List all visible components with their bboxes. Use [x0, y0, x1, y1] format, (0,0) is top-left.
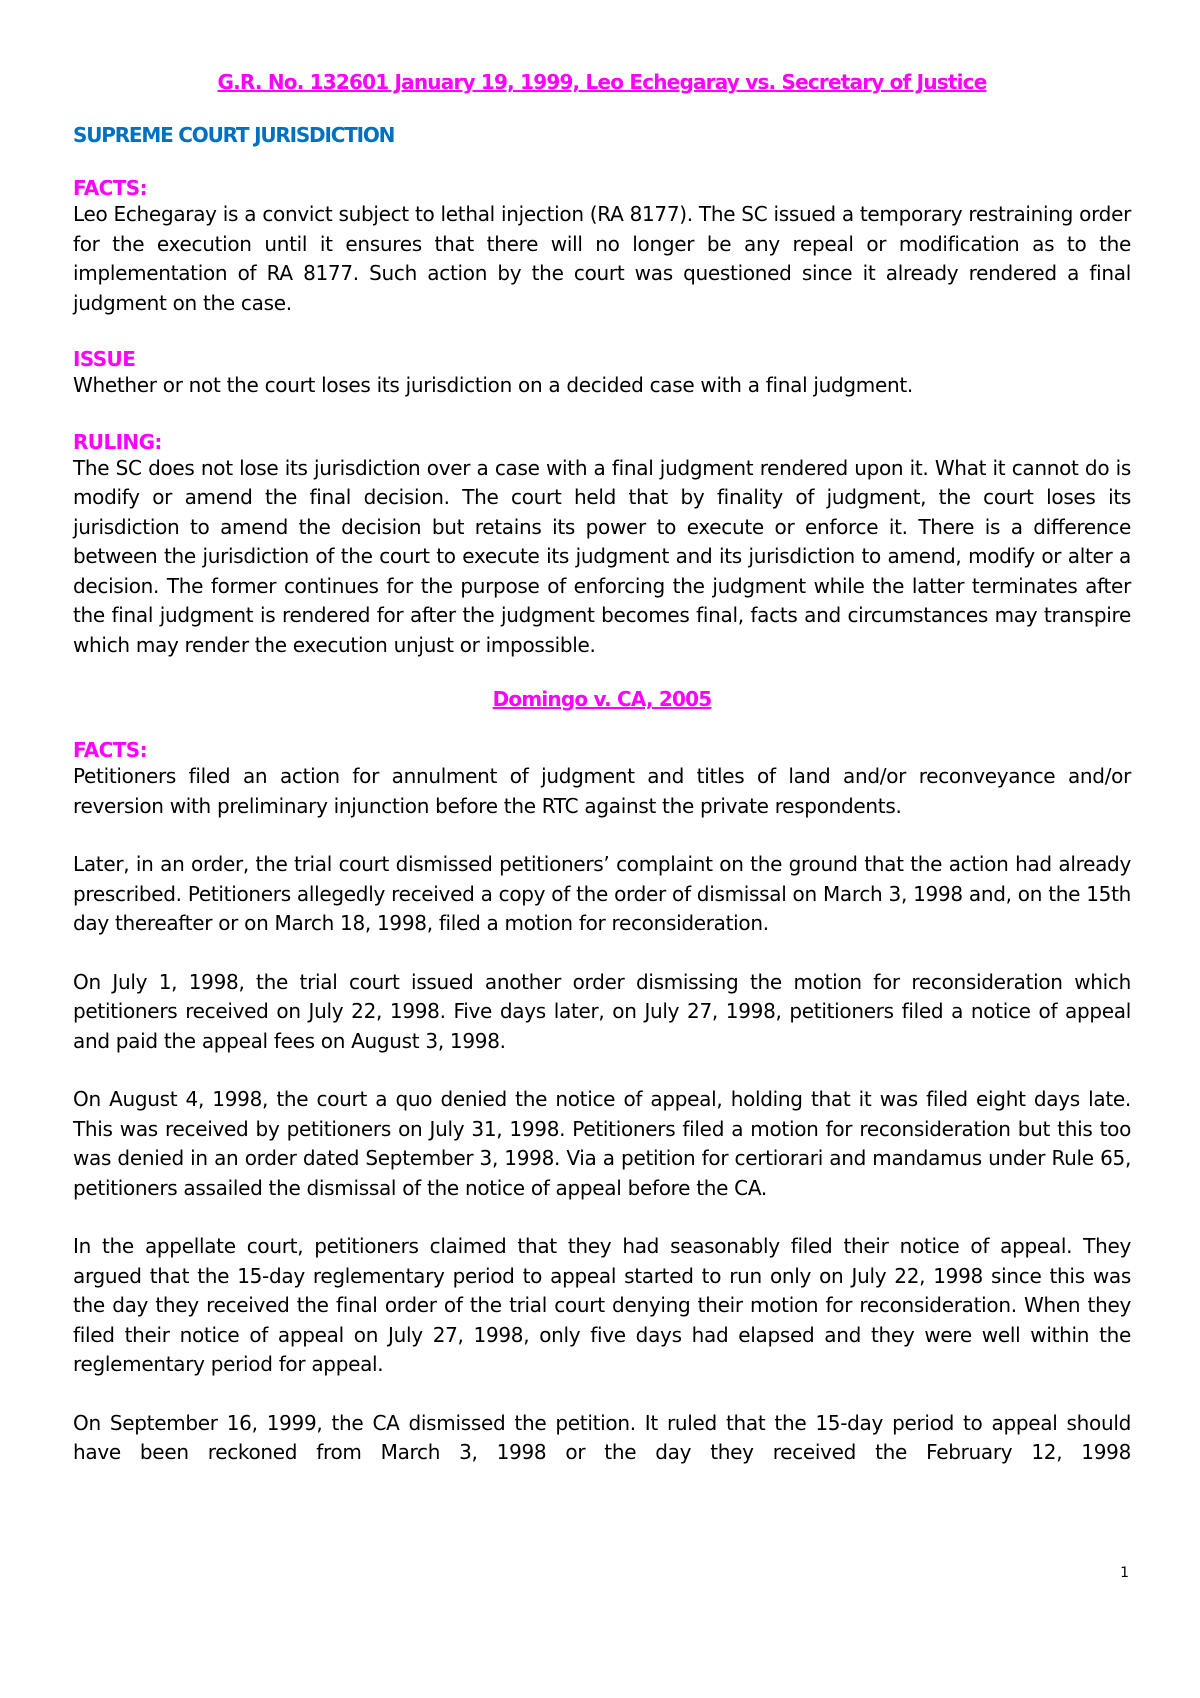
- case-title-domingo: Domingo v. CA, 2005: [492, 687, 712, 711]
- page-number: 1: [1120, 1565, 1129, 1581]
- ruling-paragraph: The SC does not lose its jurisdiction over a case with a final judgment rendered upon it. What it cannot do is modify or amend the final decision. The court held that by finality of judgment, the court loses its jurisdiction to amend the decision but retains its power to execute or enforce it. There is a difference between the jurisdiction of the court to execute its judgment and its jurisdiction to amend, modify or alter a decision. The former continues for the purpose of enforcing the judgment while the latter terminates after the final judgment is rendered for after the judgment becomes final, facts and circumstances may transpire which may render the execution unjust or impossible.: [73, 455, 1131, 657]
- facts-label-domingo: FACTS:: [73, 738, 147, 762]
- issue-paragraph: Whether or not the court loses its jurisdiction on a decided case with a final judgment.: [73, 373, 913, 397]
- facts-label: FACTS:: [73, 176, 147, 200]
- case-title-echegaray: G.R. No. 132601 January 19, 1999, Leo Echegaray vs. Secretary of Justice: [217, 70, 987, 94]
- domingo-paragraph: In the appellate court, petitioners claimed that they had seasonably filed their notice of appeal. They argued that the 15-day reglementary period to appeal started to run only on July 22, 1998 since this was the day they received the final order of the trial court denying their motion for reconsideration. When they filed their notice of appeal on July 27, 1998, only five days had elapsed and they were well within the reglementary period for appeal.: [73, 1234, 1131, 1376]
- issue-label: ISSUE: [73, 347, 136, 371]
- ruling-label: RULING:: [73, 429, 162, 454]
- domingo-paragraph: On August 4, 1998, the court a quo denied the notice of appeal, holding that it was filed eight days late. This was received by petitioners on July 31, 1998. Petitioners filed a motion for reconsideration but this too was denied in an order dated September 3, 1998. Via a petition for certiorari and mandamus under Rule 65, petitioners assailed the dismissal of the notice of appeal before the CA.: [73, 1087, 1131, 1200]
- topic-heading: SUPREME COURT JURISDICTION: [73, 123, 395, 147]
- domingo-paragraph: Later, in an order, the trial court dismissed petitioners’ complaint on the ground that the action had already prescribed. Petitioners allegedly received a copy of the order of dismissal on March 3, 1998 and, on the 15th day thereafter or on March 18, 1998, filed a motion for reconsideration.: [73, 852, 1131, 935]
- facts-paragraph: Leo Echegaray is a convict subject to lethal injection (RA 8177). The SC issued a temporary restraining order for the execution until it ensures that there will no longer be any repeal or modification as to the implementation of RA 8177. Such action by the court was questioned since it already rendered a final judgment on the case.: [73, 202, 1131, 315]
- domingo-paragraph: On September 16, 1999, the CA dismissed the petition. It ruled that the 15-day period to appeal should have been reckoned from March 3, 1998 or the day they received the February 12, 1998: [73, 1410, 1131, 1464]
- domingo-paragraph: On July 1, 1998, the trial court issued another order dismissing the motion for reconsideration which petitioners received on July 22, 1998. Five days later, on July 27, 1998, petitioners filed a notice of appeal and paid the appeal fees on August 3, 1998.: [73, 969, 1131, 1053]
- domingo-paragraph: Petitioners filed an action for annulment of judgment and titles of land and/or reconveyance and/or reversion with preliminary injunction before the RTC against the private respondents.: [73, 764, 1131, 818]
